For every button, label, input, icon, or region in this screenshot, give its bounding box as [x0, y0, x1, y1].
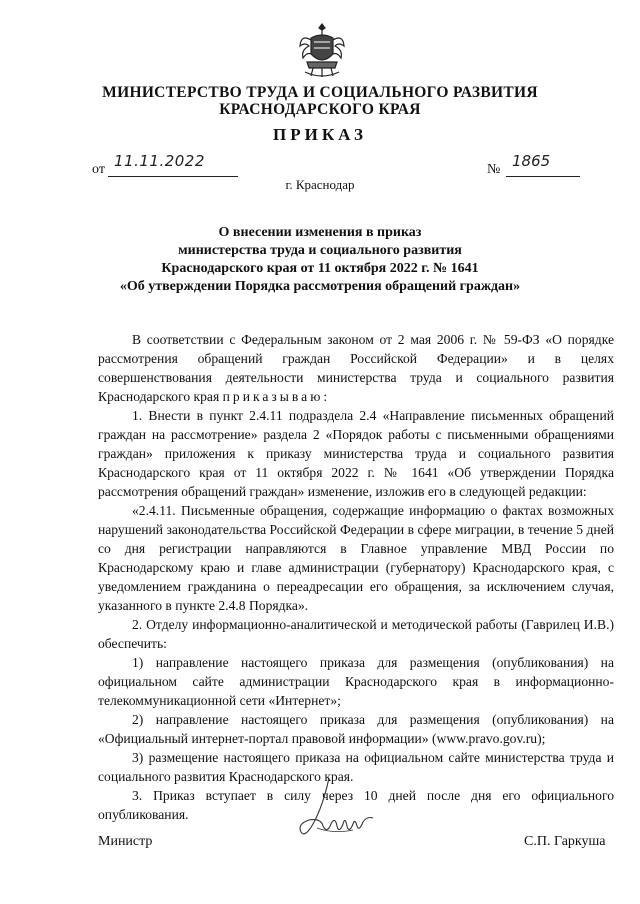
signer-name: С.П. Гаркуша — [524, 834, 606, 849]
document-type: ПРИКАЗ — [273, 125, 367, 144]
paragraph-1: 1. Внести в пункт 2.4.11 подраздела 2.4 «Направление письменных обращений граждан на рассмотрение» раздела 2 «Порядок работы с письменными обращениями граждан» приложения к приказу министерства труда и социального развития Краснодарского края от 11 октября 2022 г. № 1641 «Об утверждении Порядка рассмотрения обращений граждан» изменение, изложив его в следующей редакции: — [98, 408, 614, 499]
signer-position: Министр — [98, 834, 153, 849]
preamble-text: В соответствии с Федеральным законом от 2 мая 2006 г. № 59-ФЗ «О порядке рассмотрения обращений граждан Российской Федерации» и в целях совершенствования деятельности министерства труда и социального развития Краснодарского края — [98, 332, 614, 404]
number-prefix: № — [487, 162, 501, 177]
paragraph-2-item2: 2) направление настоящего приказа для размещения (опубликования) на «Официальный интернет-портал правовой информации» (www.pravo.gov.ru); — [98, 712, 614, 746]
order-word: приказываю: — [222, 389, 331, 404]
title-line2: министерства труда и социального развития — [178, 243, 462, 258]
coat-of-arms-icon — [297, 20, 347, 80]
paragraph-preamble — [98, 330, 614, 406]
handwritten-signature-icon — [283, 776, 383, 856]
title-line4: «Об утверждении Порядка рассмотрения обращений граждан» — [119, 279, 521, 294]
title-line1: О внесении изменения в приказ — [218, 225, 422, 240]
ministry-name-line2: КРАСНОДАРСКОГО КРАЯ — [219, 101, 421, 118]
city: г. Краснодар — [285, 177, 355, 192]
ministry-name-line1: МИНИСТЕРСТВО ТРУДА И СОЦИАЛЬНОГО РАЗВИТИЯ — [102, 84, 538, 101]
number-value: 1865 — [512, 152, 551, 170]
paragraph-2-item1: 1) направление настоящего приказа для размещения (опубликования) на официальном сайте администрации Краснодарского края в информационно-телекоммуникационной сети «Интернет»; — [98, 655, 614, 708]
paragraph-3: 3. Приказ вступает в силу через 10 дней после дня его официального опубликования. — [98, 788, 614, 822]
document-body — [98, 330, 614, 824]
date-prefix: от — [92, 162, 105, 177]
paragraph-2-item3: 3) размещение настоящего приказа на официальном сайте министерства труда и социального развития Краснодарского края. — [98, 750, 614, 784]
paragraph-quote: «2.4.11. Письменные обращения, содержащие информацию о фактах возможных нарушений законодательства Российской Федерации в сфере миграции, в течение 5 дней со дня регистрации направляются в Главное управление МВД России по Краснодарскому краю и главе администрации (губернатору) Краснодарского края, с уведомлением гражданина о переадресации его обращения, за исключением случая, указанного в пункте 2.4.8 Порядка». — [98, 503, 614, 613]
paragraph-2: 2. Отделу информационно-аналитической и методической работы (Гаврилец И.В.) обеспечить: — [98, 617, 614, 651]
title-line3: Краснодарского края от 11 октября 2022 г. № 1641 — [161, 261, 479, 276]
date-value: 11.11.2022 — [114, 152, 205, 170]
